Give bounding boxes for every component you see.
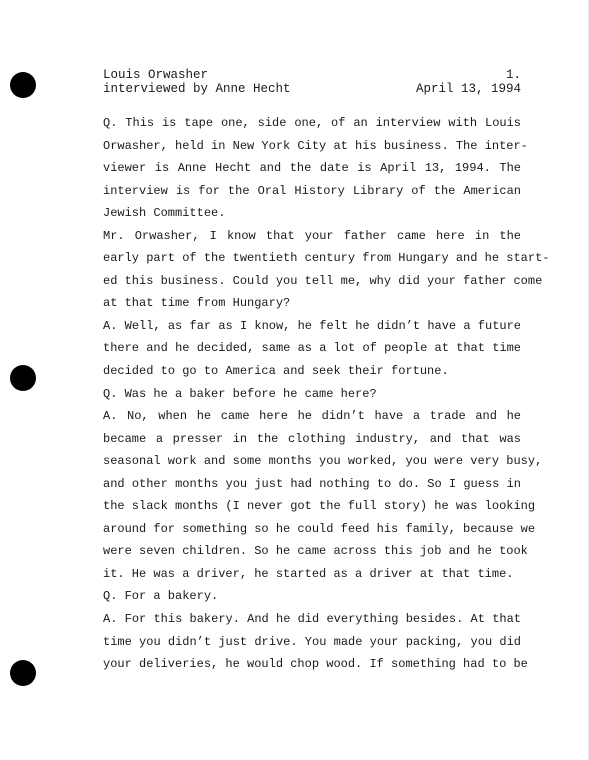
- transcript-line: Q. For a bakery.: [103, 589, 219, 604]
- transcript-line: there and he decided, same as a lot of people at that time: [103, 341, 521, 356]
- transcript-line: seasonal work and some months you worked, you were very busy,: [103, 454, 543, 469]
- transcript-line: around for something so he could feed his family, because we: [103, 521, 536, 536]
- page-number: 1.: [505, 68, 521, 82]
- transcript-line: and other months you just had nothing to do. So I guess in: [103, 476, 521, 491]
- transcript-line: interview is for the Oral History Library of the American: [103, 183, 521, 198]
- transcript-line: Q. This is tape one, side one, of an interview with Louis: [103, 116, 521, 130]
- transcript-line: viewer is Anne Hecht and the date is April 13, 1994. The: [103, 161, 521, 176]
- transcript-line: it. He was a driver, he started as a driver at that time.: [103, 566, 514, 581]
- transcript-line: Orwasher, held in New York City at his business. The inter-: [103, 138, 528, 153]
- transcript-line: A. Well, as far as I know, he felt he didn’t have a future: [103, 318, 521, 333]
- transcript-line: Mr. Orwasher, I know that your father came here in the: [103, 228, 521, 243]
- transcript-line: decided to go to America and seek their fortune.: [103, 364, 449, 379]
- punch-hole-top: [10, 72, 36, 98]
- transcript-line: the slack months (I never got the full story) he was looking: [103, 499, 536, 514]
- transcript-line: Jewish Committee.: [103, 206, 226, 221]
- transcript-line: Q. Was he a baker before he came here?: [103, 386, 377, 401]
- transcript-line: early part of the twentieth century from Hungary and he start-: [103, 251, 550, 266]
- transcript-line: A. For this bakery. And he did everything besides. At that: [103, 612, 521, 627]
- transcript-line: your deliveries, he would chop wood. If something had to be: [103, 657, 528, 672]
- transcript-line: at that time from Hungary?: [103, 296, 291, 311]
- header-row-1: [103, 68, 521, 82]
- transcript-line: ed this business. Could you tell me, why did your father come: [103, 273, 543, 288]
- interviewer-credit: interviewed by Anne Hecht: [103, 82, 291, 96]
- transcript-line: became a presser in the clothing industry, and that was: [103, 431, 521, 446]
- header-row-2: [103, 82, 521, 96]
- interviewee-name: Louis Orwasher: [103, 68, 209, 82]
- interview-date: April 13, 1994: [415, 82, 521, 96]
- page-header: [103, 68, 521, 96]
- punch-hole-middle: [10, 365, 36, 391]
- transcript-line: were seven children. So he came across this job and he took: [103, 544, 528, 559]
- transcript-body: [103, 112, 550, 676]
- transcript-line: time you didn’t just drive. You made your packing, you did: [103, 634, 521, 649]
- punch-hole-bottom: [10, 660, 36, 686]
- transcript-line: A. No, when he came here he didn’t have a trade and he: [103, 409, 521, 424]
